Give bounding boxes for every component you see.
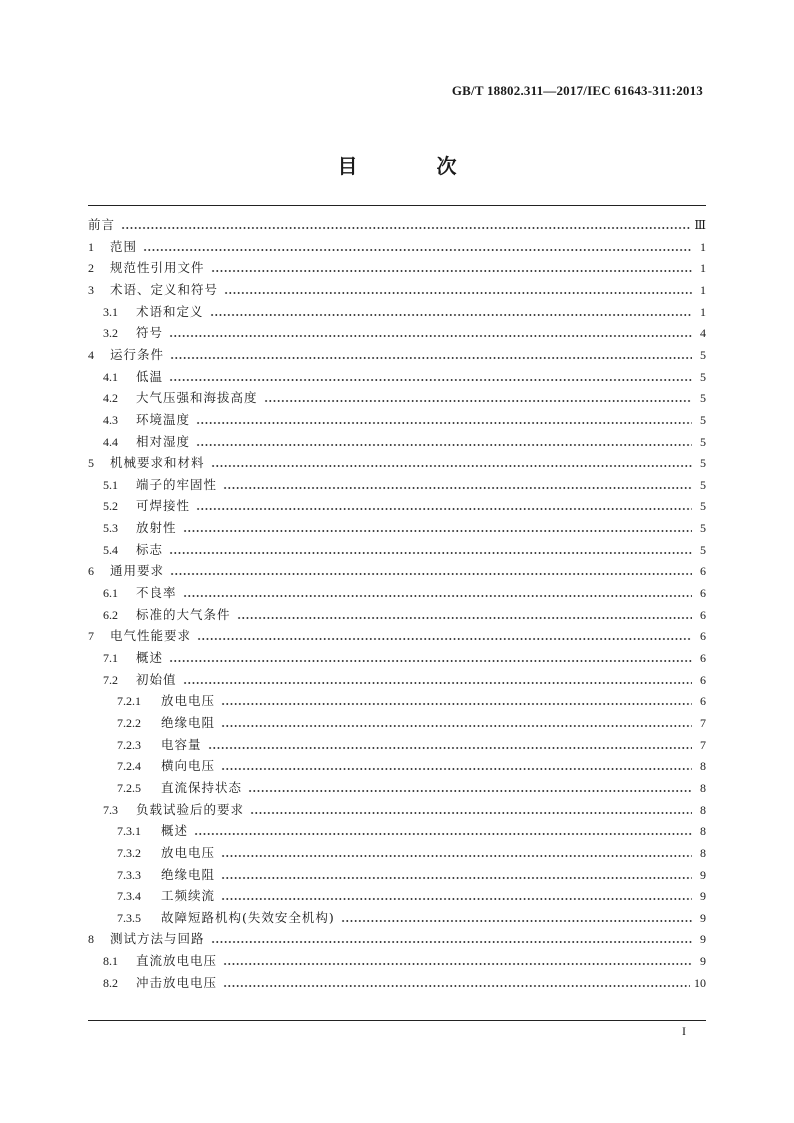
toc-entry[interactable] <box>88 973 706 993</box>
toc-entry-number: 7.2.1 <box>117 694 141 708</box>
toc-entry-label: 运行条件 <box>110 347 165 362</box>
toc-entry-label: 可焊接性 <box>136 498 191 513</box>
toc-entry-label: 放电电压 <box>161 845 216 860</box>
dot-leader <box>183 670 692 690</box>
toc-entry[interactable] <box>88 258 706 278</box>
toc-entry[interactable] <box>88 951 706 971</box>
toc-entry-page: 5 <box>700 391 706 405</box>
toc-entry-page: 7 <box>700 738 706 752</box>
toc-entry-page: 1 <box>700 283 706 297</box>
dot-leader <box>211 453 692 473</box>
toc-entry-number: 6.1 <box>103 586 118 600</box>
toc-entry[interactable] <box>88 583 706 603</box>
toc-entry-number: 7.2 <box>103 673 118 687</box>
toc-entry-label: 直流保持状态 <box>161 780 243 795</box>
toc-entry[interactable] <box>88 886 706 906</box>
toc-entry[interactable] <box>88 323 706 343</box>
toc-entry-page: 6 <box>700 673 706 687</box>
toc-entry-label: 横向电压 <box>161 758 216 773</box>
toc-entry[interactable] <box>88 518 706 538</box>
toc-entry-page: 1 <box>700 261 706 275</box>
dot-leader <box>210 302 692 322</box>
toc-entry[interactable] <box>88 605 706 625</box>
toc-entry[interactable] <box>88 778 706 798</box>
toc-entry-page: 6 <box>700 651 706 665</box>
toc-entry[interactable] <box>88 237 706 257</box>
toc-entry[interactable] <box>88 280 706 300</box>
dot-leader <box>169 648 692 668</box>
toc-entry[interactable] <box>88 626 706 646</box>
dot-leader <box>170 345 692 365</box>
toc-entry-page: 5 <box>700 499 706 513</box>
toc-entry-label: 相对湿度 <box>136 434 191 449</box>
toc-entry-page: 6 <box>700 694 706 708</box>
dot-leader <box>208 735 692 755</box>
toc-entry-page: 5 <box>700 521 706 535</box>
dot-leader <box>196 496 692 516</box>
toc-entry-label: 工频续流 <box>161 888 216 903</box>
toc-entry-number: 1 <box>88 240 94 254</box>
toc-entry-number: 5 <box>88 456 94 470</box>
dot-leader <box>169 540 692 560</box>
dot-leader <box>223 951 692 971</box>
toc-entry[interactable] <box>88 756 706 776</box>
toc-entry-label: 负载试验后的要求 <box>136 802 245 817</box>
toc-entry-number: 4.2 <box>103 391 118 405</box>
dot-leader <box>170 561 692 581</box>
toc-entry-page: 5 <box>700 543 706 557</box>
toc-entry-number: 5.4 <box>103 543 118 557</box>
dot-leader <box>143 237 692 257</box>
toc-entry[interactable] <box>88 215 706 235</box>
toc-entry-label: 概述 <box>161 823 189 838</box>
toc-entry-page: 5 <box>700 348 706 362</box>
toc-entry-label: 绝缘电阻 <box>161 715 216 730</box>
toc-entry-number: 7.3.5 <box>117 911 141 925</box>
toc-entry[interactable] <box>88 410 706 430</box>
toc-entry-number: 3.2 <box>103 326 118 340</box>
toc-entry-label: 概述 <box>136 650 164 665</box>
toc-entry-number: 4 <box>88 348 94 362</box>
toc-entry-number: 7.3 <box>103 803 118 817</box>
toc-entry-page: 5 <box>700 478 706 492</box>
toc-entry-label: 规范性引用文件 <box>110 260 205 275</box>
toc-entry[interactable] <box>88 388 706 408</box>
toc-entry-page: 5 <box>700 456 706 470</box>
toc-entry-label: 环境温度 <box>136 412 191 427</box>
toc-entry-page: 6 <box>700 608 706 622</box>
dot-leader <box>250 800 692 820</box>
toc-entry-number: 5.3 <box>103 521 118 535</box>
standard-code-header: GB/T 18802.311—2017/IEC 61643-311:2013 <box>451 83 703 98</box>
toc-entry[interactable] <box>88 453 706 473</box>
toc-entry[interactable] <box>88 691 706 711</box>
toc-entry[interactable] <box>88 648 706 668</box>
toc-entry-label: 标志 <box>136 542 164 557</box>
dot-leader <box>221 886 692 906</box>
toc-entry-label: 范围 <box>110 239 138 254</box>
dot-leader <box>121 215 690 235</box>
toc-entry-label: 故障短路机构(失效安全机构) <box>161 910 335 925</box>
toc-entry-number: 7.2.3 <box>117 738 141 752</box>
dot-leader <box>224 280 692 300</box>
dot-leader <box>221 843 692 863</box>
toc-entry-page: 6 <box>700 629 706 643</box>
toc-entry-label: 术语和定义 <box>136 304 204 319</box>
dot-leader <box>211 929 692 949</box>
toc-entry[interactable] <box>88 821 706 841</box>
page-title: 目 次 <box>337 154 493 178</box>
toc-entry-page: 6 <box>700 586 706 600</box>
dot-leader <box>341 908 692 928</box>
toc-entry-label: 前言 <box>88 217 116 232</box>
toc-entry[interactable] <box>88 475 706 495</box>
toc-entry-page: 8 <box>700 846 706 860</box>
toc-entry-label: 标准的大气条件 <box>136 607 231 622</box>
toc-entry-number: 7.1 <box>103 651 118 665</box>
toc-entry-number: 4.3 <box>103 413 118 427</box>
toc-entry-page: 7 <box>700 716 706 730</box>
toc-entry[interactable] <box>88 843 706 863</box>
toc-entry-label: 放射性 <box>136 520 177 535</box>
toc-entry[interactable] <box>88 670 706 690</box>
toc-entry-page: 9 <box>700 932 706 946</box>
toc-entry-number: 7.2.5 <box>117 781 141 795</box>
toc-entry-page: 8 <box>700 824 706 838</box>
toc-entry[interactable] <box>88 908 706 928</box>
top-divider <box>88 205 706 206</box>
toc-entry-page: Ⅲ <box>694 218 706 232</box>
dot-leader <box>237 605 692 625</box>
toc-entry-page: 5 <box>700 413 706 427</box>
toc-entry-page: 8 <box>700 759 706 773</box>
dot-leader <box>169 367 692 387</box>
toc-entry-page: 9 <box>700 889 706 903</box>
toc-entry[interactable] <box>88 540 706 560</box>
toc-entry-number: 7 <box>88 629 94 643</box>
dot-leader <box>248 778 692 798</box>
toc-entry[interactable] <box>88 432 706 452</box>
toc-entry-page: 1 <box>700 305 706 319</box>
dot-leader <box>183 518 692 538</box>
dot-leader <box>194 821 692 841</box>
toc-entry-number: 7.3.2 <box>117 846 141 860</box>
dot-leader <box>221 756 692 776</box>
toc-entry-page: 5 <box>700 435 706 449</box>
toc-entry[interactable] <box>88 302 706 322</box>
toc-entry[interactable] <box>88 496 706 516</box>
toc-entry[interactable] <box>88 865 706 885</box>
dot-leader <box>221 691 692 711</box>
toc-entry[interactable] <box>88 735 706 755</box>
toc-entry-number: 6 <box>88 564 94 578</box>
toc-entry-label: 测试方法与回路 <box>110 931 205 946</box>
toc-entry-label: 电气性能要求 <box>110 628 192 643</box>
toc-entry-number: 3 <box>88 283 94 297</box>
toc-entry-number: 7.3.1 <box>117 824 141 838</box>
toc-entry-page: 8 <box>700 781 706 795</box>
toc-entry-label: 低温 <box>136 369 164 384</box>
toc-entry-number: 3.1 <box>103 305 118 319</box>
dot-leader <box>183 583 692 603</box>
toc-entry-number: 4.1 <box>103 370 118 384</box>
bottom-divider <box>88 1020 706 1021</box>
toc-entry-number: 8 <box>88 932 94 946</box>
toc-entry[interactable] <box>88 929 706 949</box>
toc-entry-page: 10 <box>694 976 706 990</box>
toc-entry-number: 5.1 <box>103 478 118 492</box>
dot-leader <box>264 388 692 408</box>
dot-leader <box>196 432 692 452</box>
dot-leader <box>196 410 692 430</box>
page-number: I <box>682 1024 686 1038</box>
toc-entry-number: 2 <box>88 261 94 275</box>
toc-entry[interactable] <box>88 367 706 387</box>
toc-entry-page: 4 <box>700 326 706 340</box>
toc-entry-number: 7.3.3 <box>117 868 141 882</box>
toc-entry-number: 4.4 <box>103 435 118 449</box>
toc-entry-page: 1 <box>700 240 706 254</box>
dot-leader <box>223 475 692 495</box>
toc-entry-page: 9 <box>700 954 706 968</box>
toc-entry-number: 7.3.4 <box>117 889 141 903</box>
toc-entry-page: 5 <box>700 370 706 384</box>
toc-entry-number: 6.2 <box>103 608 118 622</box>
toc-entry-label: 不良率 <box>136 585 177 600</box>
toc-entry-label: 放电电压 <box>161 693 216 708</box>
toc-entry-number: 7.2.4 <box>117 759 141 773</box>
toc-entry-label: 机械要求和材料 <box>110 455 205 470</box>
toc-entry-label: 初始值 <box>136 672 177 687</box>
toc-entry-page: 9 <box>700 911 706 925</box>
toc-entry-label: 术语、定义和符号 <box>110 282 219 297</box>
dot-leader <box>197 626 692 646</box>
dot-leader <box>223 973 690 993</box>
toc-entry-number: 8.2 <box>103 976 118 990</box>
toc-entry[interactable] <box>88 345 706 365</box>
dot-leader <box>211 258 692 278</box>
toc-entry-page: 6 <box>700 564 706 578</box>
toc-entry-page: 9 <box>700 868 706 882</box>
toc-entry-page: 8 <box>700 803 706 817</box>
toc-entry-number: 5.2 <box>103 499 118 513</box>
toc-entry-number: 7.2.2 <box>117 716 141 730</box>
toc-entry-label: 大气压强和海拔高度 <box>136 390 258 405</box>
toc-entry-label: 通用要求 <box>110 563 165 578</box>
toc-entry-label: 电容量 <box>161 737 202 752</box>
toc-entry-label: 端子的牢固性 <box>136 477 218 492</box>
dot-leader <box>221 865 692 885</box>
toc-entry[interactable] <box>88 800 706 820</box>
dot-leader <box>169 323 692 343</box>
toc-entry[interactable] <box>88 713 706 733</box>
toc-entry-label: 绝缘电阻 <box>161 867 216 882</box>
dot-leader <box>221 713 692 733</box>
toc-entry-number: 8.1 <box>103 954 118 968</box>
toc-entry-label: 冲击放电电压 <box>136 975 218 990</box>
toc-entry-label: 直流放电电压 <box>136 953 218 968</box>
toc-entry[interactable] <box>88 561 706 581</box>
toc-entry-label: 符号 <box>136 325 164 340</box>
